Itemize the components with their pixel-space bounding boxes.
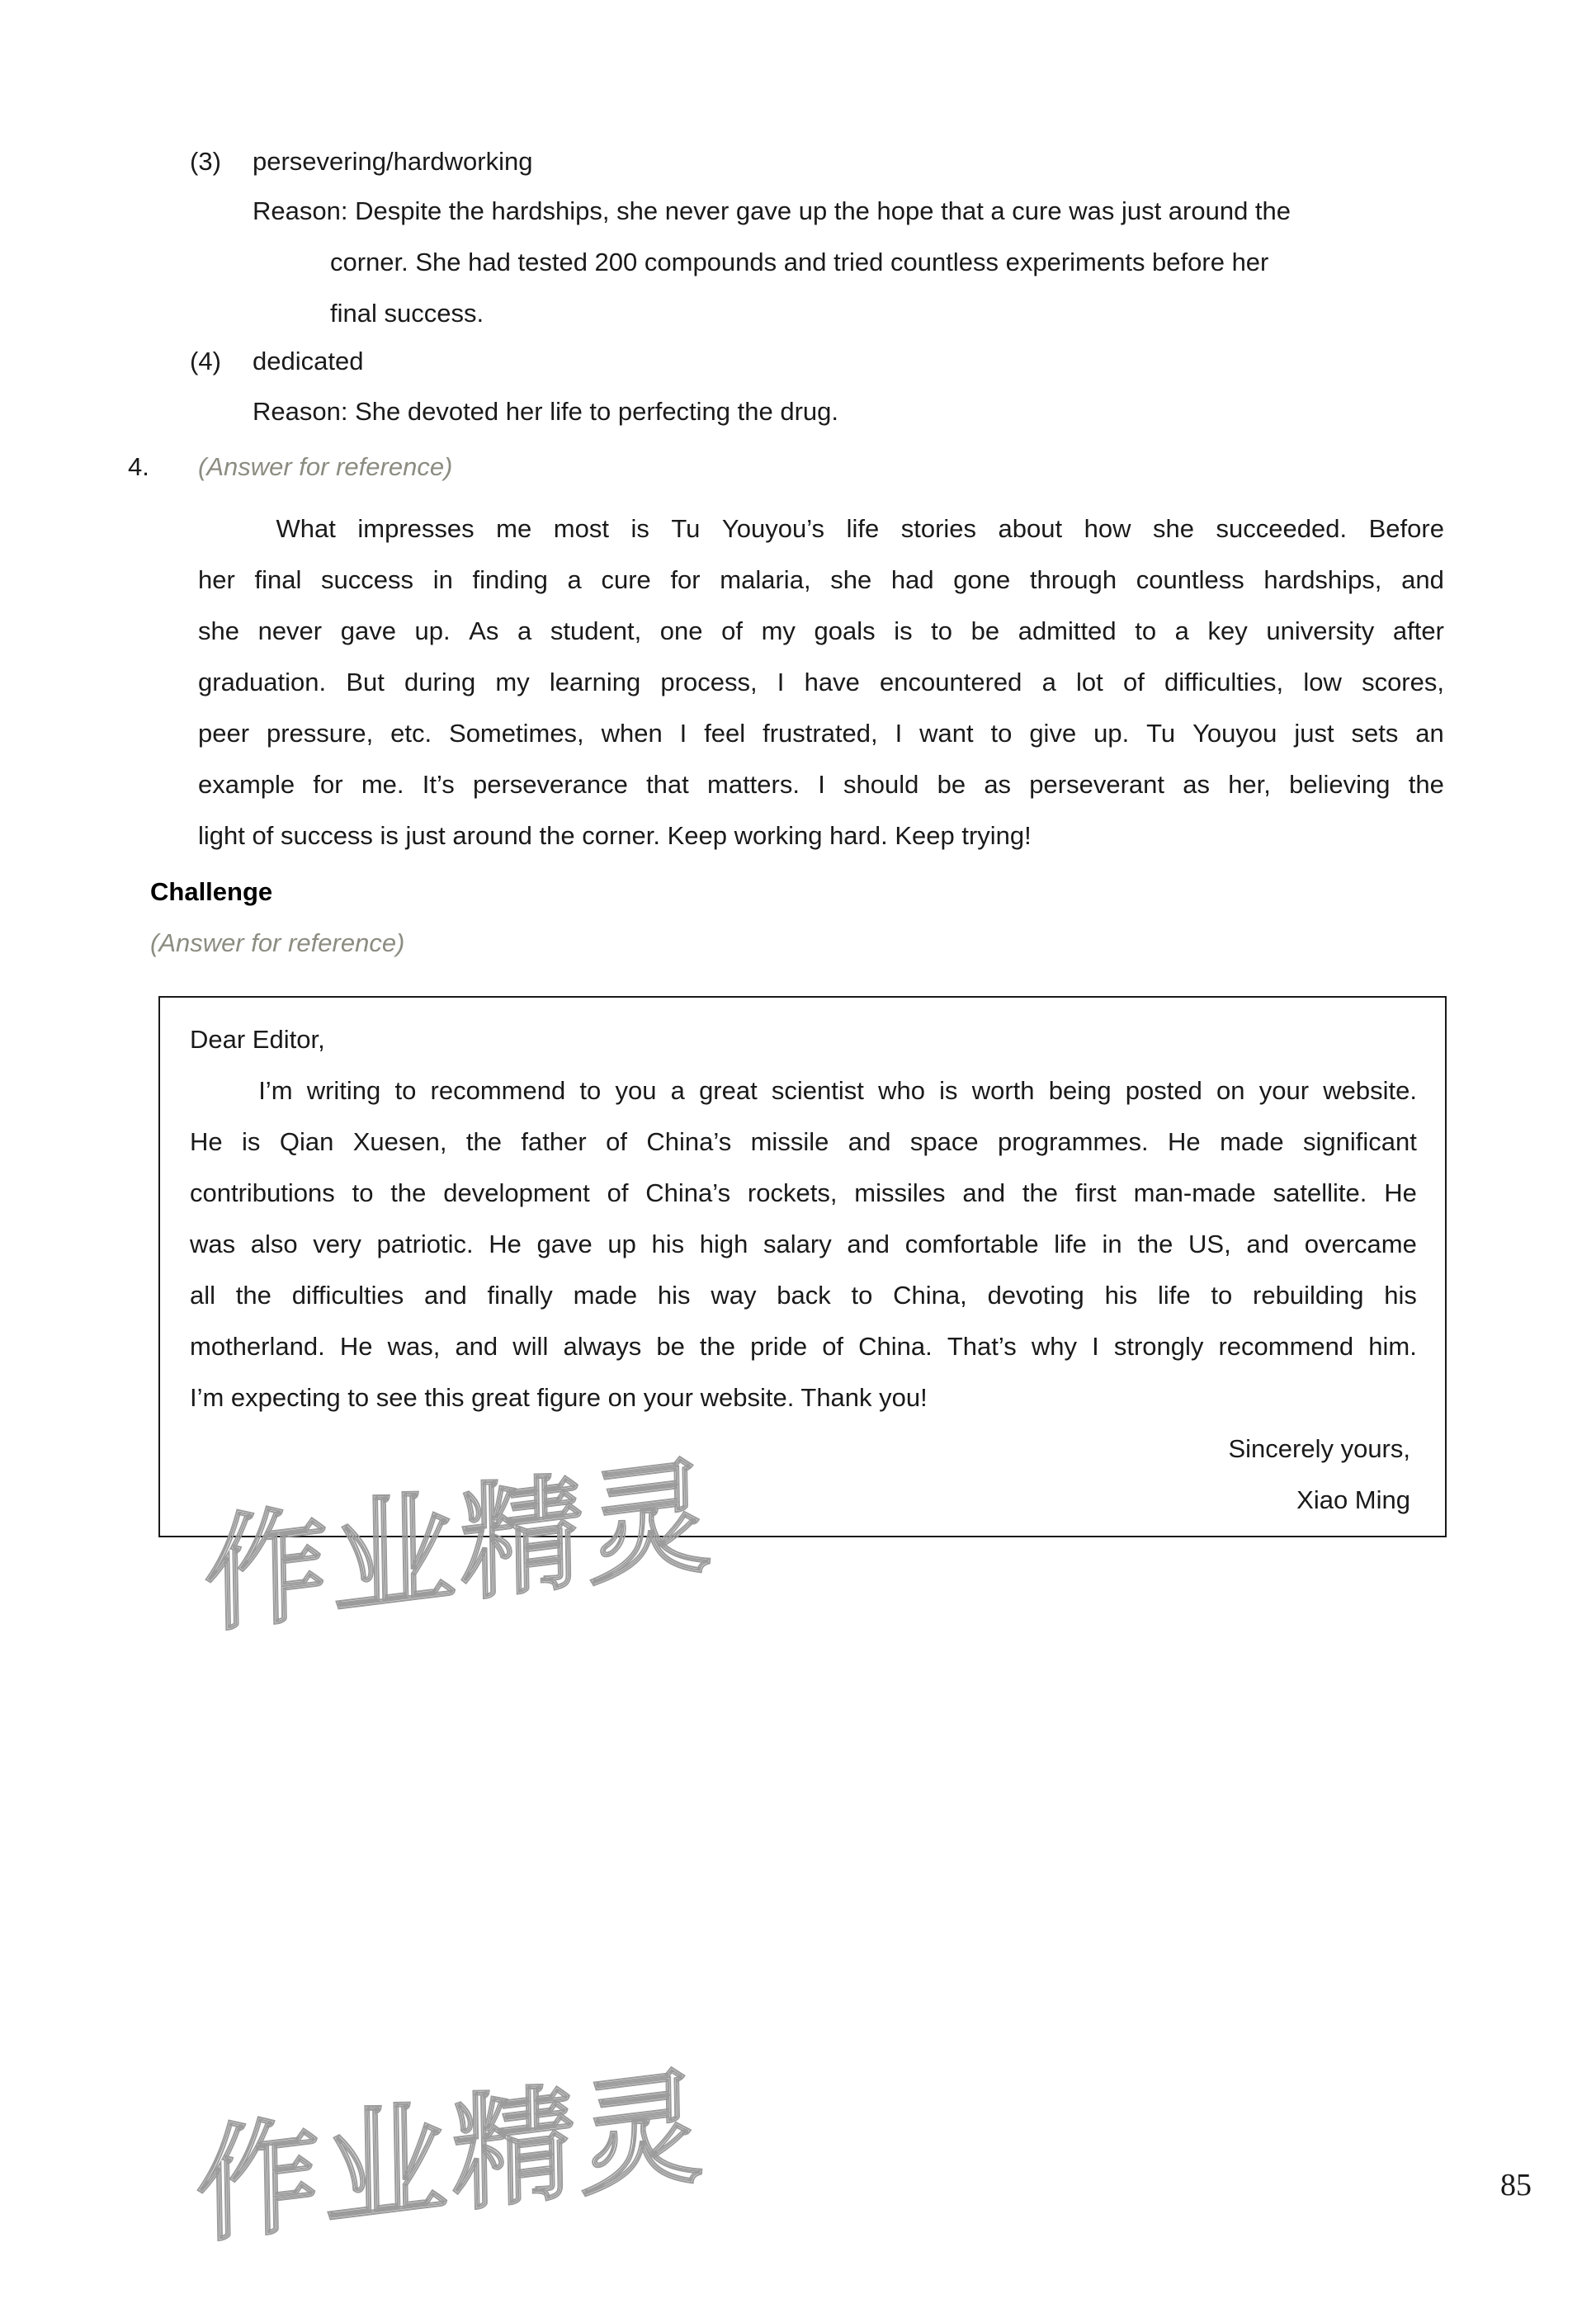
letter-body-line: was also very patriotic. He gave up his high salary and comfortable life in the US, and overcame [190,1230,1417,1258]
answer-item-3-marker: (3) [190,147,221,176]
indent-spacer [198,503,254,555]
paragraph-line: What impresses me most is Tu Youyou’s life stories about how she succeeded. Before [198,503,1444,555]
question-4-number [128,452,149,482]
challenge-heading-label: Challenge [150,877,273,906]
letter-body-line: He is Qian Xuesen, the father of China’s missile and space programmes. He made significant [190,1127,1417,1156]
answer-item-4-reason [253,386,838,437]
letter-salutation: Dear Editor, [190,1025,325,1054]
letter-body-line: I’m expecting to see this great figure on your website. Thank you! [190,1383,928,1412]
paragraph-line: example for me. It’s perseverance that matters. I should be as perseverant as her, believing the [198,770,1444,799]
paragraph-line: her final success in finding a cure for malaria, she had gone through countless hardships, and [198,565,1444,594]
answer-for-reference-label: (Answer for reference) [150,928,405,957]
watermark-logo-upper: 作业精灵 [203,1443,718,1651]
challenge-answer-for-reference [150,928,404,958]
paragraph-line: she never gave up. As a student, one of my goals is to be admitted to a key university after [198,616,1444,645]
reason-line: Reason: She devoted her life to perfecting the drug. [253,397,839,426]
reason-line: final success. [330,299,484,328]
question-4-answer-for-reference [198,452,452,482]
sample-letter-box [158,996,1447,1537]
letter-body-line: I’m writing to recommend to you a great scientist who is worth being posted on your website. [190,1065,1417,1117]
challenge-heading [150,877,272,907]
answer-item-4 [190,347,363,376]
indent-spacer [190,1065,244,1117]
answer-item-4-marker: (4) [190,347,221,375]
question-4-paragraph [198,503,1444,862]
paragraph-line: graduation. But during my learning process, I have encountered a lot of difficulties, low scores, [198,668,1444,696]
answer-item-4-text: dedicated [253,347,364,375]
reason-line: Reason: Despite the hardships, she never gave up the hope that a cure was just around the [253,196,1291,225]
paragraph-line: light of success is just around the corner. Keep working hard. Keep trying! [198,821,1032,850]
reason-line: corner. She had tested 200 compounds and tried countless experiments before her [330,248,1269,276]
answer-item-3-reason [253,186,1291,339]
letter-body-line: contributions to the development of China’s rockets, missiles and the first man-made satellite. He [190,1178,1417,1207]
answer-for-reference-label: (Answer for reference) [198,452,453,481]
page-number: 85 [1500,2168,1532,2202]
answer-item-3-text: persevering/hardworking [253,147,533,176]
letter-signature: Xiao Ming [1296,1485,1410,1514]
sample-letter-content [190,1014,1417,1526]
letter-body-line: motherland. He was, and will always be the pride of China. That’s why I strongly recommend him. [190,1332,1417,1361]
watermark-logo-lower: 作业精灵 [195,2054,710,2262]
paragraph-line: peer pressure, etc. Sometimes, when I feel frustrated, I want to give up. Tu Youyou just sets an [198,719,1444,748]
letter-body-line: all the difficulties and finally made his way back to China, devoting his life to rebuilding his [190,1281,1417,1310]
answer-item-3 [190,147,532,177]
letter-closing: Sincerely yours, [1228,1434,1410,1463]
question-4-number-label: 4. [128,452,149,481]
